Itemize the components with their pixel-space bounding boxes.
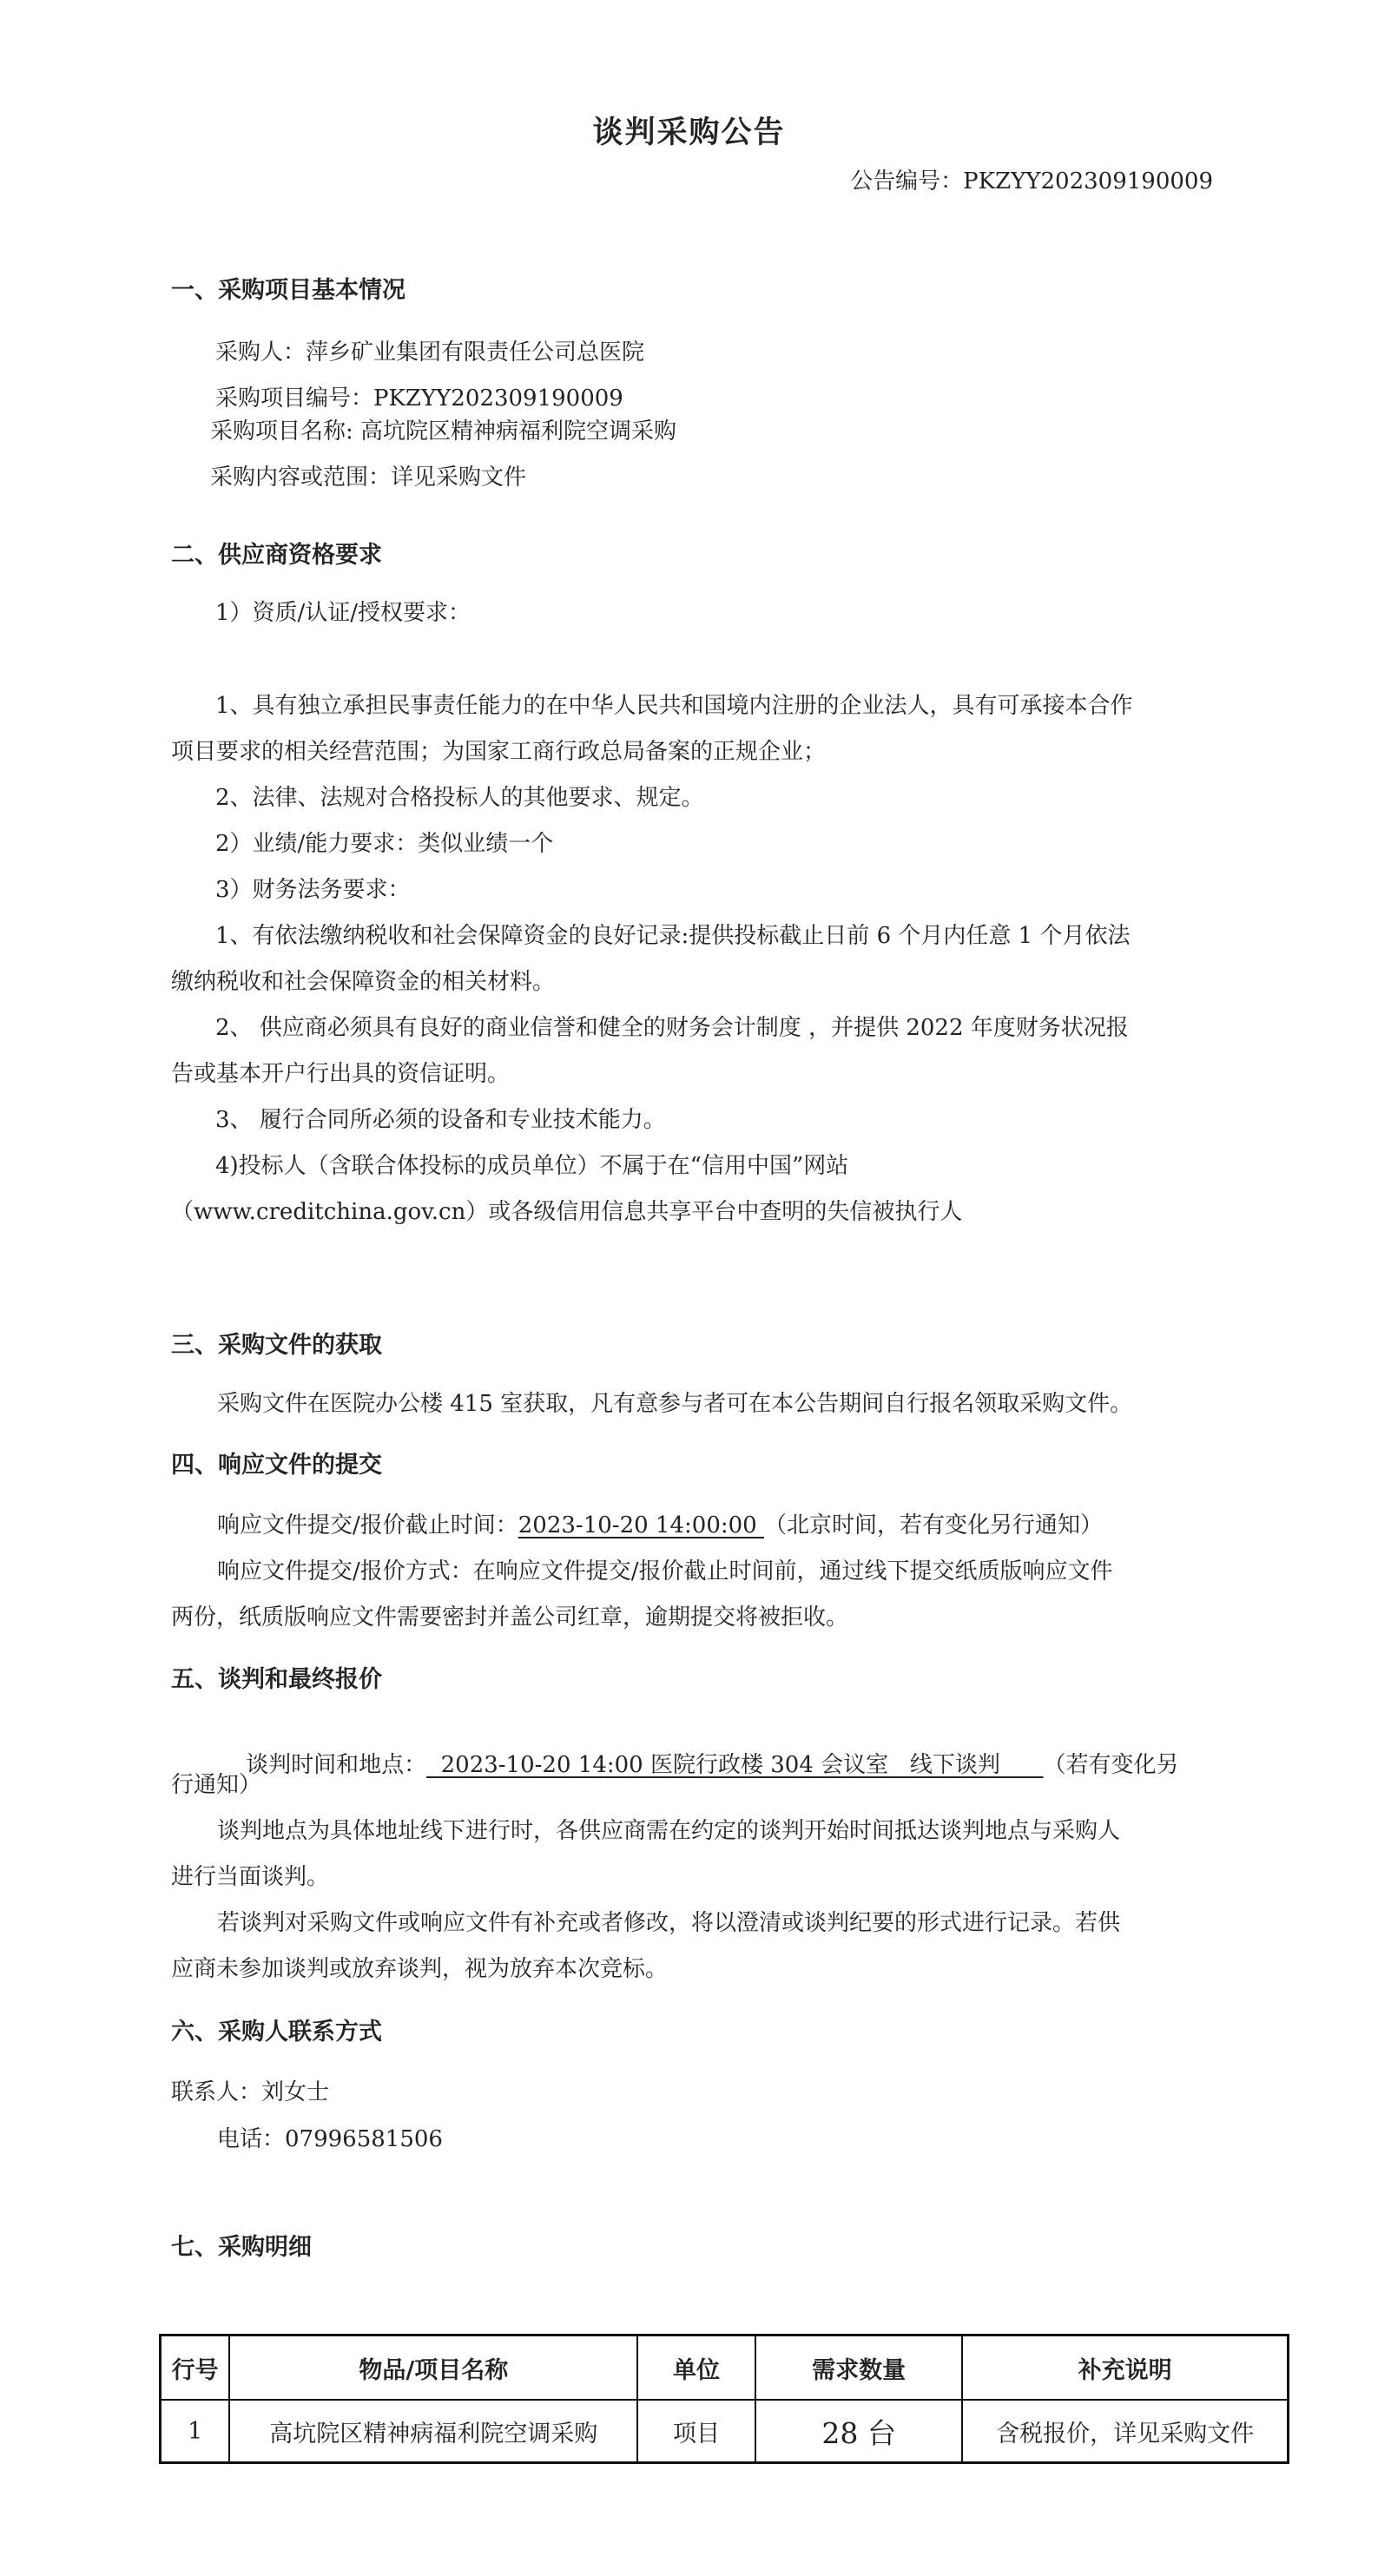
submission-method-line-1: 响应文件提交/报价方式：在响应文件提交/报价截止时间前，通过线下提交纸质版响应文件	[217, 1558, 1113, 1584]
supplement-line-1: 若谈判对采购文件或响应文件有补充或者修改，将以澄清或谈判纪要的形式进行记录。若供	[217, 1910, 1121, 1936]
contact-person: 联系人：刘女士	[171, 2079, 330, 2105]
section-3-heading: 三、采购文件的获取	[171, 1332, 382, 1359]
section-4-heading: 四、响应文件的提交	[171, 1452, 382, 1479]
section-1-heading: 一、采购项目基本情况	[171, 277, 405, 304]
negotiation-location-line-2: 进行当面谈判。	[171, 1864, 330, 1890]
document-acquisition-text: 采购文件在医院办公楼 415 室获取，凡有意参与者可在本公告期间自行报名领取采购文件。	[217, 1391, 1133, 1417]
qualification-paragraph-1-line-1: 1、具有独立承担民事责任能力的在中华人民共和国境内注册的企业法人，具有可承接本合作	[215, 693, 1133, 719]
credit-requirement-line-2: （www.creditchina.gov.cn）或各级信用信息共享平台中查明的失信被执行人	[171, 1199, 963, 1225]
finance-paragraph-1-line-2: 缴纳税收和社会保障资金的相关材料。	[171, 969, 556, 995]
qualification-paragraph-2: 2、法律、法规对合格投标人的其他要求、规定。	[215, 785, 704, 811]
finance-paragraph-2-line-1: 2、 供应商必须具有良好的商业信誉和健全的财务会计制度 ，并提供 2022 年度财务状况报	[215, 1015, 1129, 1041]
table-header-row	[161, 2336, 1289, 2401]
finance-paragraph-3: 3、 履行合同所必须的设备和专业技术能力。	[215, 1107, 666, 1133]
page-title: 谈判采购公告	[592, 115, 786, 150]
header-item-name: 物品/项目名称	[229, 2336, 637, 2401]
section-5-heading: 五、谈判和最终报价	[171, 1666, 382, 1693]
header-quantity: 需求数量	[755, 2336, 962, 2401]
negotiation-time-line	[217, 1721, 1179, 1805]
buyer-line: 采购人：萍乡矿业集团有限责任公司总医院	[215, 339, 645, 366]
negotiation-time-note-line-2: 行通知）	[171, 1772, 262, 1798]
supplement-line-2: 应商未参加谈判或放弃谈判，视为放弃本次竞标。	[171, 1956, 669, 1982]
negotiation-time-note: （若有变化另	[1043, 1752, 1179, 1778]
procurement-detail-table	[159, 2334, 1289, 2464]
submission-method-line-2: 两份，纸质版响应文件需要密封并盖公司红章，逾期提交将被拒收。	[171, 1604, 849, 1631]
finance-requirement-title: 3）财务法务要求：	[215, 877, 411, 903]
contact-phone: 电话：07996581506	[217, 2126, 443, 2152]
cell-notes: 含税报价，详见采购文件	[962, 2400, 1288, 2463]
negotiation-location-line-1: 谈判地点为具体地址线下进行时，各供应商需在约定的谈判开始时间抵达谈判地点与采购人	[217, 1818, 1121, 1844]
header-unit: 单位	[637, 2336, 755, 2401]
cell-unit: 项目	[637, 2400, 755, 2463]
scope-line: 采购内容或范围：详见采购文件	[210, 464, 527, 491]
header-notes: 补充说明	[962, 2336, 1288, 2401]
project-name-line: 采购项目名称: 高坑院区精神病福利院空调采购	[210, 418, 677, 445]
section-7-heading: 七、采购明细	[171, 2234, 312, 2261]
cell-item-name: 高坑院区精神病福利院空调采购	[229, 2400, 637, 2463]
deadline-note: （北京时间，若有变化另行通知）	[763, 1512, 1103, 1538]
finance-paragraph-2-line-2: 告或基本开户行出具的资信证明。	[171, 1061, 511, 1087]
table-row	[161, 2400, 1289, 2463]
section-6-heading: 六、采购人联系方式	[171, 2019, 382, 2046]
qualification-paragraph-1-line-2: 项目要求的相关经营范围；为国家工商行政总局备案的正规企业；	[171, 739, 827, 765]
credit-requirement-line-1: 4)投标人（含联合体投标的成员单位）不属于在“信用中国”网站	[215, 1153, 849, 1179]
qualification-requirement-title: 1）资质/认证/授权要求：	[215, 600, 471, 626]
negotiation-time-value: 2023-10-20 14:00 医院行政楼 304 会议室 线下谈判	[426, 1752, 1044, 1778]
cell-quantity: 28 台	[755, 2400, 962, 2463]
cell-row-number: 1	[161, 2400, 230, 2463]
finance-paragraph-1-line-1: 1、有依法缴纳税收和社会保障资金的良好记录:提供投标截止日前 6 个月内任意 1 个月依法	[215, 923, 1131, 949]
negotiation-time-label: 谈判时间和地点：	[246, 1752, 427, 1778]
section-2-heading: 二、供应商资格要求	[171, 542, 382, 569]
notice-number: 公告编号：PKZYY202309190009	[850, 168, 1213, 194]
header-row-number: 行号	[161, 2336, 230, 2401]
performance-requirement: 2）业绩/能力要求：类似业绩一个	[215, 831, 554, 857]
project-number-line: 采购项目编号：PKZYY202309190009	[215, 385, 623, 412]
submission-deadline-line	[217, 1507, 1103, 1539]
deadline-value: 2023-10-20 14:00:00	[518, 1512, 764, 1538]
deadline-label: 响应文件提交/报价截止时间：	[217, 1512, 518, 1538]
